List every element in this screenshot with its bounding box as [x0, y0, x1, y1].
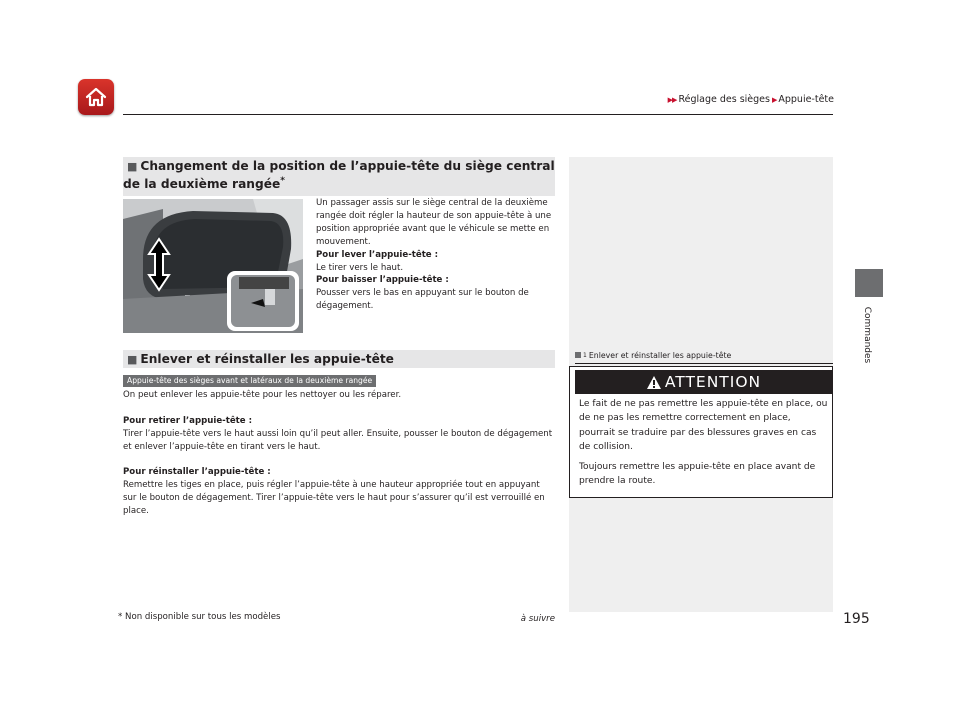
- breadcrumb-arrows: ▶▶: [667, 96, 677, 104]
- breadcrumb-separator: ▶: [771, 96, 777, 104]
- section-marker-icon: ■: [127, 353, 138, 366]
- section-marker-icon: ■: [127, 160, 138, 173]
- header-divider: [123, 114, 833, 115]
- reinstall-text: Remettre les tiges en place, puis régler l’appuie-tête à une hauteur appropriée tout en appuyant sur le bouton de dégagement. Tirer l’appuie-tête vers le haut pour s’assurer qu’il est verrouillé en place.: [123, 480, 545, 517]
- continued-label: à suivre: [520, 614, 555, 624]
- note-index-marker: [575, 352, 581, 358]
- home-icon: [84, 85, 108, 109]
- chapter-tab-label[interactable]: Commandes: [862, 306, 872, 364]
- note-heading: [575, 351, 731, 360]
- applicability-tag: Appuie-tête des sièges avant et latéraux de la deuxième rangée: [123, 375, 376, 387]
- warning-banner: [575, 370, 832, 394]
- section-heading-remove-reinstall: [123, 350, 555, 368]
- section-title: Enlever et réinstaller les appuie-tête: [140, 352, 394, 366]
- remove-reinstall-instructions: [123, 389, 555, 518]
- warning-label: ATTENTION: [664, 373, 762, 391]
- page-number: 195: [843, 611, 870, 627]
- headrest-photo: [123, 199, 303, 333]
- footnote-asterisk: *: [280, 176, 285, 186]
- warning-text: [579, 397, 829, 495]
- section-title: Changement de la position de l’appuie-tête du siège central de la deuxième rangée: [123, 159, 555, 192]
- central-headrest-instructions: [316, 197, 554, 313]
- remove-heading: Pour retirer l’appuie-tête :: [123, 415, 253, 426]
- section-heading-central-headrest: [123, 157, 555, 196]
- home-button[interactable]: [78, 79, 114, 115]
- note-index: 1: [583, 352, 587, 359]
- note-divider: [575, 363, 833, 364]
- headrest-illustration: [123, 199, 303, 333]
- central-headrest-intro: Un passager assis sur le siège central de la deuxième rangée doit régler la hauteur de son appuie-tête à une position appropriée avant que le véhicule se mette en mouvement.: [316, 198, 552, 247]
- breadcrumb-current: Appuie-tête: [778, 94, 834, 105]
- raise-heading: Pour lever l’appuie-tête :: [316, 249, 439, 260]
- warning-paragraph-2: Toujours remettre les appuie-tête en place avant de prendre la route.: [579, 462, 816, 487]
- remove-intro: On peut enlever les appuie-tête pour les nettoyer ou les réparer.: [123, 390, 402, 400]
- warning-triangle-icon: [646, 375, 662, 390]
- footnote: * Non disponible sur tous les modèles: [118, 612, 281, 622]
- remove-text: Tirer l’appuie-tête vers le haut aussi loin qu’il peut aller. Ensuite, pousser le bouton de dégagement et enlever l’appuie-tête en tirant vers le haut.: [123, 428, 553, 452]
- raise-text: Le tirer vers le haut.: [316, 262, 404, 273]
- breadcrumb: [666, 94, 834, 105]
- lower-heading: Pour baisser l’appuie-tête :: [316, 275, 449, 286]
- lower-text: Pousser vers le bas en appuyant sur le bouton de dégagement.: [316, 288, 529, 312]
- note-title: Enlever et réinstaller les appuie-tête: [588, 351, 732, 360]
- breadcrumb-parent-link[interactable]: Réglage des sièges: [678, 94, 770, 105]
- chapter-tab-marker[interactable]: [855, 269, 883, 297]
- warning-paragraph-1: Le fait de ne pas remettre les appuie-tête en place, ou de ne pas les remettre correctement en place, pourrait se traduire par des blessures graves en cas de collision.: [579, 399, 828, 452]
- reinstall-heading: Pour réinstaller l’appuie-tête :: [123, 467, 271, 478]
